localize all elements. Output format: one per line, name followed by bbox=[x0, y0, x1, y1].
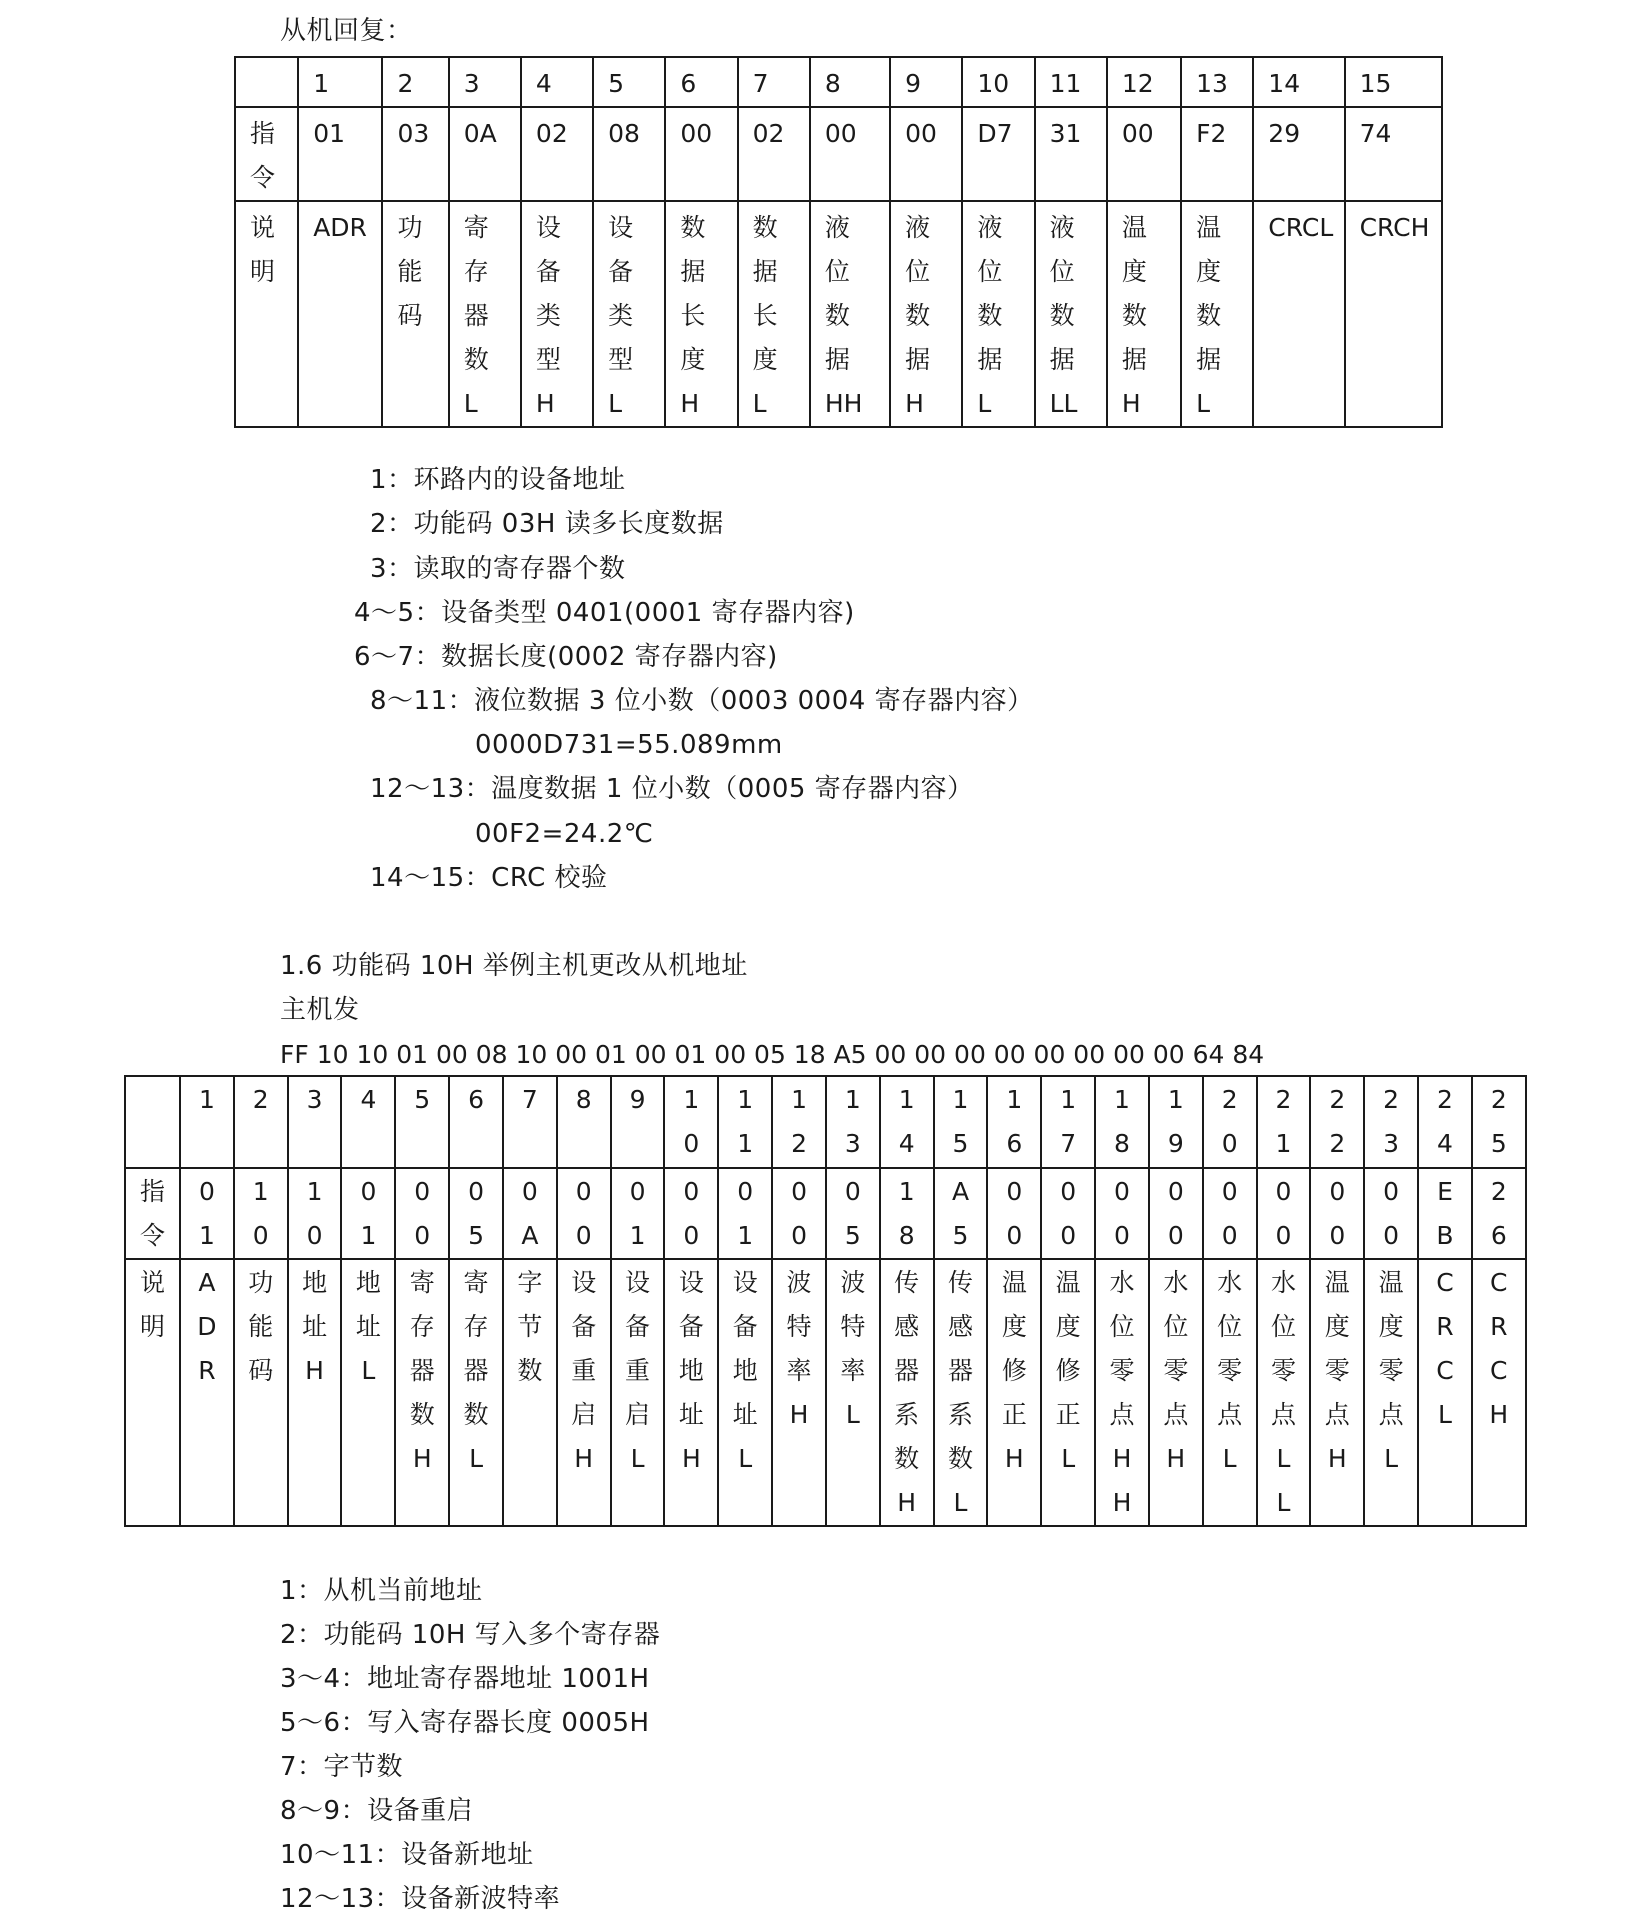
table-cell bbox=[665, 201, 737, 427]
note-item: 0000D731=55.089mm bbox=[475, 730, 783, 760]
table-cell bbox=[738, 107, 810, 201]
table-cell bbox=[234, 1168, 288, 1259]
table-cell bbox=[962, 107, 1034, 201]
table-cell bbox=[772, 1076, 826, 1168]
note-item: 2：功能码 10H 写入多个寄存器 bbox=[280, 1620, 661, 1650]
table-cell bbox=[1418, 1168, 1472, 1259]
slave-reply-table bbox=[234, 56, 1443, 428]
hex-frame: FF 10 10 01 00 08 10 00 01 00 01 00 05 18 A5 00 00 00 00 00 00 00 00 64 84 bbox=[280, 1040, 1265, 1069]
table-cell bbox=[557, 1259, 611, 1526]
table-cell bbox=[341, 1259, 395, 1526]
cell-text: 液 位 数 据 H bbox=[905, 213, 931, 418]
table-cell bbox=[234, 1259, 288, 1526]
cell-text: E B bbox=[1436, 1177, 1454, 1250]
cell-text: 地 址 L bbox=[355, 1268, 381, 1385]
table-cell bbox=[934, 1168, 988, 1259]
cell-text: 液 位 数 据 LL bbox=[1049, 213, 1078, 418]
table-cell bbox=[449, 1168, 503, 1259]
table-cell bbox=[611, 1076, 665, 1168]
table-cell bbox=[395, 1259, 449, 1526]
table-cell bbox=[718, 1259, 772, 1526]
cell-text: 0 0 bbox=[1006, 1177, 1023, 1250]
table-cell bbox=[826, 1076, 880, 1168]
table-cell bbox=[449, 57, 521, 107]
cell-text: 3 bbox=[306, 1085, 323, 1114]
table-cell bbox=[1181, 201, 1253, 427]
cell-text: 2 2 bbox=[1329, 1085, 1346, 1158]
note-item: 2：功能码 03H 读多长度数据 bbox=[370, 509, 724, 539]
table-cell bbox=[810, 107, 890, 201]
cell-text: 0 0 bbox=[414, 1177, 431, 1250]
cell-text: 波 特 率 L bbox=[840, 1268, 866, 1429]
table-cell bbox=[503, 1076, 557, 1168]
cell-text: 温 度 修 正 L bbox=[1055, 1268, 1081, 1473]
table-cell bbox=[1253, 57, 1344, 107]
cell-text: 5 bbox=[414, 1085, 431, 1114]
cell-text: 1 3 bbox=[844, 1085, 861, 1158]
cell-text: 0 1 bbox=[629, 1177, 646, 1250]
table-cell bbox=[1095, 1076, 1149, 1168]
table-cell bbox=[521, 201, 593, 427]
cell-text: 2 4 bbox=[1437, 1085, 1453, 1158]
cell-text: 74 bbox=[1359, 119, 1392, 148]
note-item: 5～6：写入寄存器长度 0005H bbox=[280, 1708, 650, 1738]
table-cell bbox=[1345, 57, 1442, 107]
table-cell bbox=[665, 57, 737, 107]
table-cell bbox=[1203, 1076, 1257, 1168]
cell-text: 8 bbox=[824, 69, 841, 98]
cell-text: 2 bbox=[397, 69, 414, 98]
table-cell bbox=[382, 57, 448, 107]
table-cell bbox=[1253, 201, 1344, 427]
cell-text: 波 特 率 H bbox=[786, 1268, 812, 1429]
table-cell bbox=[1107, 201, 1181, 427]
table-cell bbox=[890, 57, 962, 107]
table-row bbox=[125, 1076, 1526, 1168]
table-cell bbox=[772, 1168, 826, 1259]
cell-text: 02 bbox=[752, 119, 785, 148]
table-cell bbox=[1035, 57, 1107, 107]
cell-text: C R C H bbox=[1489, 1268, 1509, 1429]
cell-text: 7 bbox=[752, 69, 769, 98]
cell-text: 31 bbox=[1049, 119, 1082, 148]
table-cell bbox=[880, 1259, 934, 1526]
cell-text: 03 bbox=[397, 119, 430, 148]
table-cell bbox=[125, 1076, 180, 1168]
table-cell bbox=[235, 107, 298, 201]
table-row bbox=[235, 201, 1442, 427]
cell-text: D7 bbox=[977, 119, 1013, 148]
table-cell bbox=[395, 1168, 449, 1259]
row-label: 指 令 bbox=[250, 119, 276, 192]
table-cell bbox=[664, 1168, 718, 1259]
table-cell bbox=[810, 57, 890, 107]
cell-text: 1 7 bbox=[1060, 1085, 1077, 1158]
table-cell bbox=[382, 201, 448, 427]
table-cell bbox=[382, 107, 448, 201]
table-cell bbox=[880, 1076, 934, 1168]
table-cell bbox=[298, 107, 382, 201]
cell-text: 设 备 重 启 L bbox=[625, 1268, 651, 1473]
cell-text: 0 0 bbox=[1383, 1177, 1400, 1250]
note-item: 8～9：设备重启 bbox=[280, 1796, 474, 1826]
cell-text: 传 感 器 系 数 L bbox=[948, 1268, 974, 1517]
table-cell bbox=[557, 1168, 611, 1259]
table-cell bbox=[341, 1168, 395, 1259]
cell-text: 1 bbox=[198, 1085, 215, 1114]
table-cell bbox=[664, 1076, 718, 1168]
table-cell bbox=[1149, 1259, 1203, 1526]
cell-text: 12 bbox=[1121, 69, 1154, 98]
table-cell bbox=[180, 1168, 234, 1259]
table-row bbox=[125, 1168, 1526, 1259]
table-cell bbox=[962, 201, 1034, 427]
table-cell bbox=[1107, 57, 1181, 107]
table-cell bbox=[1472, 1259, 1526, 1526]
cell-text: 29 bbox=[1268, 119, 1301, 148]
cell-text: 设 备 地 址 H bbox=[678, 1268, 704, 1473]
note-item: 10～11：设备新地址 bbox=[280, 1840, 534, 1870]
table-cell bbox=[1035, 201, 1107, 427]
note-item: 4～5：设备类型 0401(0001 寄存器内容) bbox=[354, 598, 855, 628]
cell-text: 液 位 数 据 L bbox=[977, 213, 1003, 418]
table-cell bbox=[1203, 1259, 1257, 1526]
cell-text: 02 bbox=[535, 119, 568, 148]
cell-text: 1 6 bbox=[1006, 1085, 1023, 1158]
table-cell bbox=[1345, 107, 1442, 201]
table-cell bbox=[738, 57, 810, 107]
cell-text: 00 bbox=[905, 119, 937, 148]
cell-text: 功 能 码 bbox=[397, 213, 423, 330]
cell-text: CRCH bbox=[1359, 213, 1430, 242]
note-item: 00F2=24.2℃ bbox=[475, 819, 654, 849]
table-row bbox=[235, 107, 1442, 201]
cell-text: 地 址 H bbox=[302, 1268, 328, 1385]
cell-text: 功 能 码 bbox=[248, 1268, 274, 1385]
table-cell bbox=[890, 201, 962, 427]
table-cell bbox=[1472, 1076, 1526, 1168]
cell-text: 1 1 bbox=[737, 1085, 754, 1158]
table-cell bbox=[449, 201, 521, 427]
table-cell bbox=[1107, 107, 1181, 201]
cell-text: 0 1 bbox=[737, 1177, 754, 1250]
row-label bbox=[236, 58, 297, 62]
table-cell bbox=[449, 1076, 503, 1168]
cell-text: ADR bbox=[313, 213, 367, 242]
row-label: 指 令 bbox=[139, 1177, 165, 1250]
cell-text: 水 位 零 点 H H bbox=[1109, 1268, 1135, 1517]
table-cell bbox=[826, 1168, 880, 1259]
table-cell bbox=[1203, 1168, 1257, 1259]
cell-text: 0 0 bbox=[1329, 1177, 1346, 1250]
cell-text: 6 bbox=[680, 69, 697, 98]
cell-text: 00 bbox=[680, 119, 713, 148]
table-cell bbox=[234, 1076, 288, 1168]
table-cell bbox=[1035, 107, 1107, 201]
note-item: 1：环路内的设备地址 bbox=[370, 465, 626, 495]
table-cell bbox=[1472, 1168, 1526, 1259]
cell-text: 0 0 bbox=[1221, 1177, 1238, 1250]
cell-text: 0 0 bbox=[683, 1177, 700, 1250]
table-cell bbox=[288, 1168, 342, 1259]
cell-text: 9 bbox=[629, 1085, 646, 1114]
table-cell bbox=[1257, 1259, 1311, 1526]
cell-text: 温 度 修 正 H bbox=[1001, 1268, 1027, 1473]
cell-text: 0 0 bbox=[1060, 1177, 1077, 1250]
cell-text: 8 bbox=[575, 1085, 592, 1114]
cell-text: 1 8 bbox=[1114, 1085, 1130, 1158]
cell-text: 0 0 bbox=[1275, 1177, 1292, 1250]
table-cell bbox=[557, 1076, 611, 1168]
table-cell bbox=[1181, 57, 1253, 107]
cell-text: 1 8 bbox=[898, 1177, 915, 1250]
cell-text: 15 bbox=[1359, 69, 1392, 98]
table-cell bbox=[1149, 1168, 1203, 1259]
cell-text: 0 0 bbox=[575, 1177, 592, 1250]
table-cell bbox=[826, 1259, 880, 1526]
note-item: 12～13：设备新波特率 bbox=[280, 1884, 561, 1914]
cell-text: 2 6 bbox=[1490, 1177, 1507, 1250]
cell-text: 设 备 类 型 L bbox=[608, 213, 634, 418]
table-cell bbox=[611, 1168, 665, 1259]
cell-text: 设 备 地 址 L bbox=[732, 1268, 758, 1473]
table-cell bbox=[288, 1259, 342, 1526]
cell-text: 温 度 零 点 L bbox=[1378, 1268, 1404, 1473]
cell-text: 14 bbox=[1268, 69, 1301, 98]
cell-text: 液 位 数 据 HH bbox=[824, 213, 863, 418]
cell-text: 2 0 bbox=[1221, 1085, 1238, 1158]
table-cell bbox=[503, 1259, 557, 1526]
cell-text: 0 A bbox=[521, 1177, 539, 1250]
table-cell bbox=[1364, 1076, 1418, 1168]
table-cell bbox=[665, 107, 737, 201]
table-cell bbox=[298, 57, 382, 107]
cell-text: 设 备 类 型 H bbox=[535, 213, 561, 418]
cell-text: 10 bbox=[977, 69, 1010, 98]
cell-text: 水 位 零 点 H bbox=[1163, 1268, 1189, 1473]
cell-text: 1 0 bbox=[306, 1177, 323, 1250]
cell-text: 13 bbox=[1196, 69, 1228, 98]
cell-text: 4 bbox=[535, 69, 552, 98]
cell-text: 数 据 长 度 L bbox=[752, 213, 778, 418]
note-item: 3～4：地址寄存器地址 1001H bbox=[280, 1664, 650, 1694]
cell-text: 温 度 零 点 H bbox=[1324, 1268, 1350, 1473]
table-cell bbox=[890, 107, 962, 201]
cell-text: 00 bbox=[824, 119, 857, 148]
cell-text: 寄 存 器 数 H bbox=[409, 1268, 435, 1473]
note-item: 3：读取的寄存器个数 bbox=[370, 554, 626, 584]
cell-text: 温 度 数 据 H bbox=[1121, 213, 1147, 418]
cell-text: 3 bbox=[463, 69, 480, 98]
table-cell bbox=[810, 201, 890, 427]
row-label bbox=[126, 1077, 179, 1078]
table-cell bbox=[1253, 107, 1344, 201]
cell-text: A 5 bbox=[951, 1177, 970, 1250]
table-cell bbox=[298, 201, 382, 427]
cell-text: 9 bbox=[905, 69, 922, 98]
cell-text: 0 0 bbox=[791, 1177, 807, 1250]
table-cell bbox=[1364, 1259, 1418, 1526]
table-cell bbox=[1041, 1076, 1095, 1168]
cell-text: 寄 存 器 数 L bbox=[463, 1268, 489, 1473]
cell-text: 温 度 数 据 L bbox=[1196, 213, 1222, 418]
note-item: 6～7：数据长度(0002 寄存器内容) bbox=[354, 642, 778, 672]
table-cell bbox=[880, 1168, 934, 1259]
note-item: 7：字节数 bbox=[280, 1752, 404, 1782]
table-cell bbox=[987, 1076, 1041, 1168]
table-cell bbox=[1310, 1168, 1364, 1259]
table-cell bbox=[521, 107, 593, 201]
table-cell bbox=[738, 201, 810, 427]
table-cell bbox=[1418, 1076, 1472, 1168]
cell-text: 6 bbox=[468, 1085, 484, 1114]
cell-text: 水 位 零 点 L L bbox=[1270, 1268, 1296, 1517]
cell-text: 11 bbox=[1049, 69, 1082, 98]
note-item: 12～13：温度数据 1 位小数（0005 寄存器内容） bbox=[370, 774, 974, 804]
table-cell bbox=[180, 1259, 234, 1526]
table-cell bbox=[593, 201, 665, 427]
table-cell bbox=[1041, 1259, 1095, 1526]
table-cell bbox=[503, 1168, 557, 1259]
table-cell bbox=[235, 201, 298, 427]
cell-text: 寄 存 器 数 L bbox=[463, 213, 489, 418]
cell-text: 5 bbox=[608, 69, 625, 98]
table-cell bbox=[1364, 1168, 1418, 1259]
table-cell bbox=[593, 57, 665, 107]
cell-text: A D R bbox=[197, 1268, 217, 1385]
cell-text: 08 bbox=[608, 119, 640, 148]
cell-text: CRCL bbox=[1268, 213, 1334, 242]
table-cell bbox=[1345, 201, 1442, 427]
table-cell bbox=[1310, 1076, 1364, 1168]
table-row bbox=[235, 57, 1442, 107]
table-cell bbox=[180, 1076, 234, 1168]
cell-text: 设 备 重 启 H bbox=[571, 1268, 597, 1473]
table-cell bbox=[521, 57, 593, 107]
cell-text: 0 1 bbox=[198, 1177, 215, 1250]
table-cell bbox=[449, 1259, 503, 1526]
table-cell bbox=[1257, 1168, 1311, 1259]
cell-text: 数 据 长 度 H bbox=[680, 213, 706, 418]
table-cell bbox=[395, 1076, 449, 1168]
table-cell bbox=[341, 1076, 395, 1168]
table-cell bbox=[718, 1076, 772, 1168]
table-cell bbox=[288, 1076, 342, 1168]
note-item: 8～11：液位数据 3 位小数（0003 0004 寄存器内容） bbox=[370, 686, 1034, 716]
note-item: 14～15：CRC 校验 bbox=[370, 863, 608, 893]
note-item: 1：从机当前地址 bbox=[280, 1576, 483, 1606]
master-send-label: 主机发 bbox=[280, 995, 360, 1025]
cell-text: 01 bbox=[313, 119, 346, 148]
table-cell bbox=[1095, 1259, 1149, 1526]
cell-text: 传 感 器 系 数 H bbox=[894, 1268, 920, 1517]
table-cell bbox=[1041, 1168, 1095, 1259]
row-label: 说 明 bbox=[250, 213, 276, 286]
table-cell bbox=[664, 1259, 718, 1526]
cell-text: C R C L bbox=[1436, 1268, 1454, 1429]
row-label: 说 明 bbox=[139, 1268, 165, 1341]
table-cell bbox=[593, 107, 665, 201]
cell-text: 0 5 bbox=[468, 1177, 484, 1250]
slave-reply-heading: 从机回复： bbox=[280, 16, 413, 46]
table-cell bbox=[1181, 107, 1253, 201]
table-row bbox=[125, 1259, 1526, 1526]
cell-text: 0 1 bbox=[360, 1177, 377, 1250]
cell-text: 2 bbox=[252, 1085, 269, 1114]
table-cell bbox=[1257, 1076, 1311, 1168]
master-send-table bbox=[124, 1075, 1527, 1527]
table-cell bbox=[611, 1259, 665, 1526]
cell-text: 水 位 零 点 L bbox=[1217, 1268, 1243, 1473]
table-cell bbox=[934, 1259, 988, 1526]
table-cell bbox=[1149, 1076, 1203, 1168]
cell-text: 0 0 bbox=[1167, 1177, 1184, 1250]
cell-text: 2 5 bbox=[1490, 1085, 1507, 1158]
cell-text: 1 0 bbox=[683, 1085, 700, 1158]
table-cell bbox=[235, 57, 298, 107]
cell-text: 2 3 bbox=[1383, 1085, 1400, 1158]
cell-text: 0 0 bbox=[1114, 1177, 1130, 1250]
table-cell bbox=[125, 1168, 180, 1259]
cell-text: 0 5 bbox=[844, 1177, 861, 1250]
table-cell bbox=[1418, 1259, 1472, 1526]
table-cell bbox=[125, 1259, 180, 1526]
cell-text: 1 4 bbox=[898, 1085, 915, 1158]
cell-text: 1 2 bbox=[791, 1085, 807, 1158]
cell-text: 2 1 bbox=[1275, 1085, 1292, 1158]
table-cell bbox=[1310, 1259, 1364, 1526]
cell-text: 0A bbox=[463, 119, 497, 148]
table-cell bbox=[772, 1259, 826, 1526]
table-cell bbox=[934, 1076, 988, 1168]
cell-text: 00 bbox=[1121, 119, 1154, 148]
table-cell bbox=[987, 1168, 1041, 1259]
cell-text: 4 bbox=[360, 1085, 377, 1114]
table-cell bbox=[962, 57, 1034, 107]
cell-text: F2 bbox=[1196, 119, 1227, 148]
table-cell bbox=[1095, 1168, 1149, 1259]
table-cell bbox=[449, 107, 521, 201]
cell-text: 1 5 bbox=[952, 1085, 969, 1158]
section-title: 1.6 功能码 10H 举例主机更改从机地址 bbox=[280, 951, 748, 981]
table-cell bbox=[718, 1168, 772, 1259]
cell-text: 1 9 bbox=[1167, 1085, 1184, 1158]
table-cell bbox=[987, 1259, 1041, 1526]
cell-text: 字 节 数 bbox=[517, 1268, 543, 1385]
cell-text: 1 0 bbox=[252, 1177, 269, 1250]
cell-text: 1 bbox=[313, 69, 330, 98]
cell-text: 7 bbox=[521, 1085, 538, 1114]
